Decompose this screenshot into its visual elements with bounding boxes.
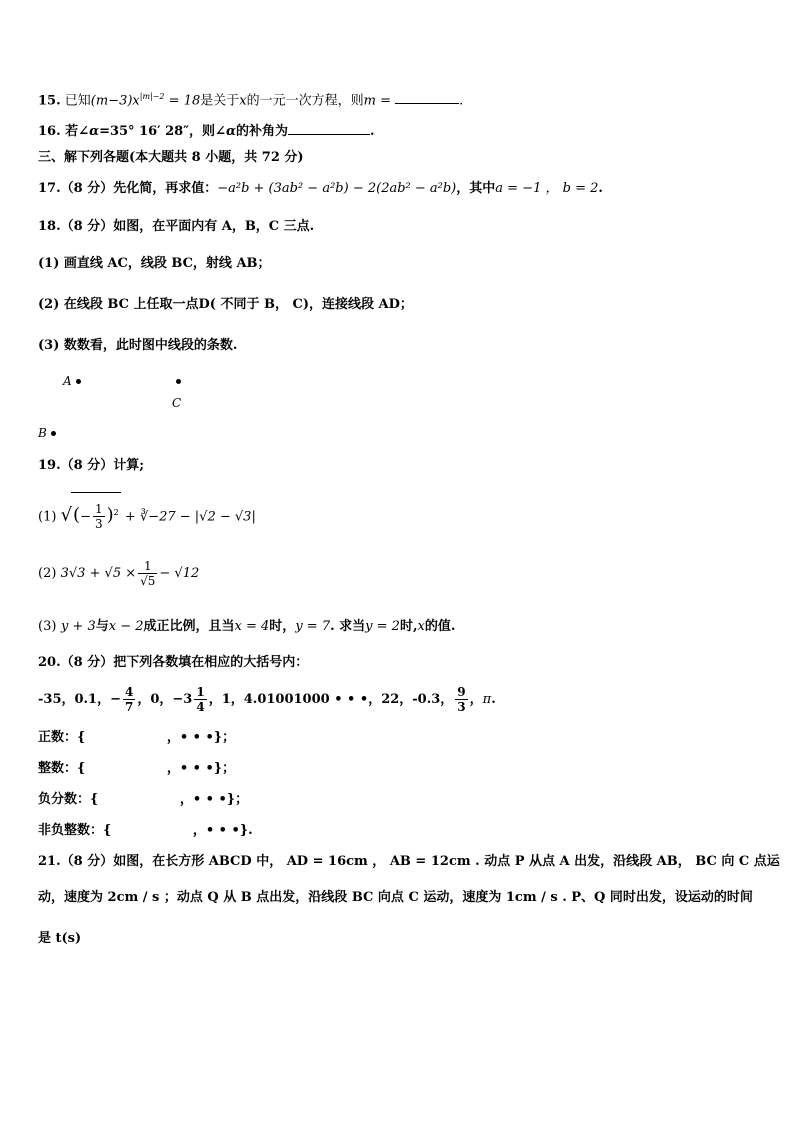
radical-body: (− $\frac{1}{3}$ )$^2$ — [71, 492, 121, 537]
math-expression: − √12 — [159, 566, 200, 581]
part-label: (3) — [38, 619, 57, 634]
question-21-line-2: 动，速度为 2cm / s ；动点 Q 从 B 点出发，沿线段 BC 向点 C 运动，速度为 1cm / s . P、Q 同时出发，设运动的时间 — [38, 890, 753, 905]
fraction — [123, 685, 135, 714]
question-19-part-2 — [38, 556, 199, 592]
part-label: (1) — [38, 509, 57, 525]
fraction-numerator: 9 — [457, 685, 466, 699]
question-21-line-3: 是 t(s) — [38, 931, 82, 946]
answer-blank[interactable] — [395, 91, 459, 104]
period: . — [459, 93, 464, 109]
point-c-label: C — [172, 396, 182, 410]
question-text: 与 — [95, 619, 109, 634]
fraction-denominator: 4 — [196, 700, 205, 714]
question-17 — [38, 179, 603, 199]
question-text: . 求当 — [330, 619, 366, 634]
question-text: =35° 16′ 28″，则∠ — [99, 124, 226, 139]
section-heading: 三、解下列各题(本大题共 8 小题，共 72 分) — [38, 150, 304, 165]
math-expression: −a²b + (3ab² − a²b) − 2(2ab² − a²b) — [217, 181, 457, 196]
question-points: （8 分） — [60, 181, 114, 196]
question-text: 的补角为 — [235, 124, 288, 139]
question-points: （8 分） — [60, 219, 114, 234]
point-dot — [76, 379, 81, 384]
math-expr: x = 4 — [234, 619, 270, 634]
question-number: 21. — [38, 854, 61, 869]
fraction — [93, 502, 105, 531]
point-label: A — [63, 374, 72, 388]
question-18-part-3: (3) 数数看，此时图中线段的条数. — [38, 338, 238, 353]
category-positive: 正数：{ ，• • •}； — [38, 730, 236, 745]
math-expr: (m−3)x — [90, 93, 140, 109]
question-text: 的值. — [424, 619, 456, 634]
category-negative-fraction: 负分数：{ ，• • •}； — [38, 792, 249, 807]
question-18-part-2: (2) 在线段 BC 上任取一点D( 不同于 B， C)，连接线段 AD； — [38, 297, 413, 312]
question-number: 16. — [38, 124, 61, 139]
alpha-symbol: α — [225, 124, 236, 139]
question-number: 18. — [38, 219, 61, 234]
question-text: 的一元一次方程，则 — [246, 93, 364, 109]
question-20 — [38, 653, 308, 673]
question-points: （8 分） — [60, 655, 114, 670]
fraction-denominator: 3 — [94, 517, 103, 532]
math-expression: + ∛−27 − |√2 − √3| — [124, 509, 256, 525]
fraction-numerator: 1 — [138, 559, 157, 574]
question-19-part-3 — [38, 617, 455, 637]
question-number: 19. — [38, 458, 61, 473]
math-expr: y = 7 — [295, 619, 331, 634]
question-number: 20. — [38, 655, 61, 670]
math-var: x — [417, 619, 425, 634]
math-expr: y + 3 — [60, 619, 96, 634]
fraction — [455, 685, 467, 714]
math-expression: 3√3 + √5 × — [60, 566, 137, 581]
question-text: 已知 — [64, 93, 91, 109]
question-text: 是关于 — [200, 93, 240, 109]
question-text: 如图，在长方形 ABCD 中， AD = 16cm ， AB = 12cm . 动点 P 从点 A 出发，沿线段 AB， BC 向 C 点运 — [113, 854, 780, 869]
point-label: B — [38, 426, 47, 440]
period: . — [598, 181, 603, 196]
number-list-text: ， — [469, 692, 483, 707]
number-list-text: ，1，4.01001000 • • •，22，-0.3， — [208, 692, 454, 707]
question-number: 17. — [38, 181, 61, 196]
point-a — [63, 374, 81, 388]
math-var: x — [239, 93, 247, 109]
question-text: 成正比例，且当 — [143, 619, 235, 634]
category-integer: 整数：{ ，• • •}； — [38, 761, 236, 776]
question-points: （8 分） — [60, 458, 114, 473]
math-eq: = 18 — [164, 93, 201, 109]
fraction — [138, 559, 157, 588]
question-number: 15. — [38, 93, 61, 109]
question-15 — [38, 87, 463, 111]
fraction-numerator: 1 — [94, 502, 103, 517]
question-text: 若∠ — [65, 124, 90, 139]
point-dot — [176, 379, 181, 384]
period: . — [369, 124, 375, 139]
math-condition: a = −1 ， b = 2 — [495, 181, 599, 196]
question-text: ，其中 — [456, 181, 496, 196]
question-text: 计算; — [113, 458, 145, 473]
part-label: (2) — [38, 566, 57, 581]
question-18 — [38, 217, 314, 237]
question-19-part-1 — [38, 492, 256, 537]
question-18-part-1: (1) 画直线 AC，线段 BC，射线 AB； — [38, 256, 271, 271]
fraction — [194, 685, 206, 714]
fraction-denominator: √5 — [140, 574, 156, 588]
number-list — [38, 682, 496, 718]
point-dot — [51, 431, 56, 436]
period: . — [491, 692, 496, 707]
question-text: 如图，在平面内有 A，B，C 三点. — [113, 219, 315, 234]
question-19 — [38, 456, 144, 476]
fraction-denominator: 7 — [125, 700, 134, 714]
question-text: 先化简，再求值： — [113, 181, 218, 196]
point-c-dot — [172, 374, 181, 388]
math-answer: m = — [363, 93, 391, 109]
question-points: （8 分） — [60, 854, 114, 869]
alpha-symbol: α — [89, 124, 100, 139]
fraction-numerator: 4 — [125, 685, 134, 699]
question-text: 时， — [269, 619, 296, 634]
question-21 — [38, 852, 780, 872]
pi-symbol: π — [482, 692, 492, 707]
question-text: 时, — [399, 619, 418, 634]
fraction-numerator: 1 — [196, 685, 205, 699]
category-nonnegative-integer: 非负整数：{ ，• • •}. — [38, 823, 253, 838]
answer-blank[interactable] — [288, 122, 370, 135]
math-expr: x − 2 — [108, 619, 144, 634]
question-16 — [38, 122, 375, 142]
number-list-text: -35，0.1，− — [38, 692, 121, 707]
question-text: 把下列各数填在相应的大括号内： — [113, 655, 309, 670]
point-b — [38, 426, 56, 440]
number-list-text: ，0，−3 — [137, 692, 193, 707]
radical-sign: √ — [60, 504, 73, 526]
math-exponent: |m|−2 — [139, 92, 165, 101]
math-expr: y = 2 — [365, 619, 400, 634]
fraction-denominator: 3 — [457, 700, 466, 714]
